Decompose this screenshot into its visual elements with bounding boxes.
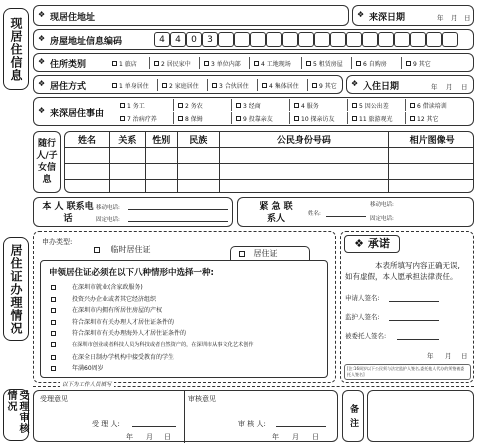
checkbox-icon [178,103,183,108]
checkbox-icon [51,355,56,360]
emergency-name-input[interactable] [326,216,366,217]
emergency-fixed-label: 固定电话: [370,216,394,222]
checkbox-icon [239,251,245,257]
checkbox-icon [51,331,56,336]
proxy-sign-label: 被委托人签名: [345,332,387,340]
reason-option[interactable]: 10 探亲访友 [290,112,348,124]
code-cell[interactable] [346,32,362,47]
residence-type-options [108,57,442,69]
review-opinion-label: 审核意见 [188,395,216,403]
move-in-date-field[interactable] [346,75,474,94]
apply-type-label: 申办类型: [42,238,73,246]
address-code-cells [154,32,458,47]
table-row[interactable] [65,164,475,180]
diamond-icon: ❖ [357,10,365,19]
residence-type-label: 住所类别 [50,60,87,70]
col-header-name: 姓名 [65,132,110,148]
checkbox-icon [352,103,357,108]
diamond-icon: ❖ [351,79,359,88]
residence-type-option[interactable]: 5 租赁房屋 [302,57,352,69]
condition-item[interactable]: 符合深圳市有关办理人才居住证条件的 [51,317,254,329]
reason-field [33,97,474,126]
day-text: 日 [464,14,471,22]
reason-options-row-1 [116,99,462,111]
emergency-label: 紧 急 联系人 [259,202,293,224]
code-cell[interactable] [426,32,442,47]
checkbox-icon [51,342,56,347]
checkbox-icon [254,61,259,66]
contact-label: 本 人 联系电话 [42,202,94,224]
arrival-date-label: 来深日期 [369,13,406,23]
reason-option[interactable]: 2 务农 [174,99,232,111]
section-label-review [3,389,29,441]
code-cell[interactable]: 0 [186,32,202,47]
pledge-note: [注:16周岁以下公民须与法定监护人签名,委托他人代办的须签被委托人签名] [344,364,471,380]
checkbox-icon [236,116,241,121]
checkbox-icon [120,103,125,108]
residence-type-option[interactable]: 6 自购房 [352,57,402,69]
staff-header: 以下为工作人员填写 [62,382,112,388]
code-cell[interactable] [330,32,346,47]
year-text: 年 [427,352,434,360]
section-label-review-text: 受理审核情况 [5,390,28,434]
address-label: 现居住地址 [50,13,96,23]
checkbox-icon [112,83,117,88]
year-text: 年 [126,433,133,441]
proxy-sign-input[interactable] [397,339,439,340]
checkbox-icon [94,247,100,253]
code-cell[interactable] [394,32,410,47]
code-cell[interactable] [442,32,458,47]
pledge-text-line-1: 本表所填写内容正确无误, [375,261,460,270]
month-text: 月 [445,352,452,360]
checkbox-icon [51,285,56,290]
reason-option[interactable]: 12 其它 [406,112,462,124]
companion-label-box [33,131,61,193]
col-header-ethnicity: 民族 [177,132,219,148]
acceptor-label: 受 理 人: [92,420,120,428]
diamond-icon: ❖ [38,57,46,66]
checkbox-icon [306,61,311,66]
col-header-relation: 关系 [109,132,145,148]
move-in-date-label: 入住日期 [363,82,400,92]
checkbox-icon [410,116,415,121]
col-header-gender: 性别 [145,132,177,148]
conditions-list [51,282,254,375]
reviewer-input[interactable] [276,426,326,427]
living-mode-option[interactable]: 4 集体居住 [258,79,308,91]
code-cell[interactable]: 3 [202,32,218,47]
checkbox-icon [236,103,241,108]
checkbox-icon [112,61,117,66]
day-text: 日 [164,433,171,441]
year-text: 年 [272,433,279,441]
reason-option[interactable]: 5 因公出差 [348,99,406,111]
tab-temporary-permit[interactable] [88,244,176,258]
code-cell[interactable] [378,32,394,47]
residence-type-option[interactable]: 4 工地现场 [250,57,302,69]
checkbox-icon [262,83,267,88]
table-row[interactable] [65,180,475,194]
checkbox-icon [178,116,183,121]
diamond-icon: ❖ [38,106,46,115]
permit-panel [33,231,336,383]
diamond-icon: ❖ [354,237,365,250]
living-mode-option[interactable]: 1 单身居住 [108,79,158,91]
condition-item[interactable]: 在深圳市就业(含家政服务) [51,282,254,294]
guardian-sign-label: 监护人签名: [345,313,380,321]
reason-option[interactable]: 6 借读培训 [406,99,462,111]
section-label-residence-text: 现居住信息 [9,16,23,82]
checkbox-icon [51,297,56,302]
section-label-residence [3,8,29,90]
checkbox-icon [120,116,125,121]
companion-label: 随行人/子女信息 [36,139,58,185]
code-cell[interactable] [362,32,378,47]
living-mode-option[interactable]: 9 其它 [308,79,342,91]
code-cell[interactable] [234,32,250,47]
checkbox-icon [356,61,361,66]
emergency-contact-box [237,197,474,227]
emergency-name-label: 姓名: [308,211,321,217]
section-label-permit [3,237,29,341]
condition-item[interactable]: 在深圳市内拥有所居住房屋的产权 [51,305,254,317]
condition-item[interactable]: 符合深圳市有关办理海外人才居住证条件的 [51,328,254,340]
checkbox-icon [162,83,167,88]
code-cell[interactable]: 4 [170,32,186,47]
residence-type-option[interactable]: 3 单位内部 [200,57,250,69]
living-mode-option[interactable]: 2 家庭居住 [158,79,208,91]
reason-options-row-2 [116,112,462,124]
checkbox-icon [312,83,317,88]
col-header-photo-number: 相片图像号 [389,132,474,148]
checkbox-icon [294,103,299,108]
code-cell[interactable] [298,32,314,47]
diamond-icon: ❖ [38,79,46,88]
companion-grid [64,131,474,193]
month-text: 月 [146,433,153,441]
living-mode-label: 居住方式 [50,82,87,92]
reason-option[interactable]: 3 经商 [232,99,290,111]
residence-type-option[interactable]: 1 旅店 [108,57,150,69]
checkbox-icon [51,366,56,371]
code-cell[interactable] [410,32,426,47]
reason-option[interactable]: 9 投靠亲友 [232,112,290,124]
remarks-label: 备 注 [348,403,358,429]
pledge-title-box [344,235,400,253]
tab-resident-permit[interactable] [230,246,310,260]
arrival-date-field[interactable] [352,5,474,26]
reason-label: 来深居住事由 [50,109,105,119]
reason-option[interactable]: 7 治病疗养 [116,112,174,124]
review-panel [33,390,338,442]
residence-type-option[interactable]: 2 居民家中 [150,57,200,69]
living-mode-options [108,79,342,91]
address-code-label: 房屋地址信息编码 [50,37,123,47]
checkbox-icon [51,308,56,313]
tab-resident-label: 居住证 [253,249,278,258]
pledge-title: 承诺 [367,237,390,250]
condition-item[interactable]: 在深全日制办学机构中接受教育的学生 [51,352,254,364]
reason-option[interactable]: 8 保姆 [174,112,232,124]
residence-type-field [33,53,474,72]
diamond-icon: ❖ [38,10,46,19]
conditions-box [40,260,328,378]
month-text: 月 [446,83,453,91]
year-text: 年 [437,14,444,22]
year-text: 年 [431,83,438,91]
guardian-sign-input[interactable] [389,320,439,321]
code-cell[interactable] [250,32,266,47]
acceptor-input[interactable] [132,426,176,427]
reviewer-label: 审 核 人: [238,420,266,428]
living-mode-field [33,75,343,94]
self-contact-box [33,197,233,227]
checkbox-icon [352,116,357,121]
section-label-permit-text: 居住证办理情况 [9,243,23,335]
pledge-panel [340,231,474,383]
reason-option[interactable]: 1 务工 [116,99,174,111]
code-cell[interactable] [266,32,282,47]
condition-item[interactable]: 投资兴办企业或者其它经济组织 [51,294,254,306]
code-cell[interactable] [218,32,234,47]
checkbox-icon [212,83,217,88]
address-code-field [33,29,474,50]
condition-item[interactable]: 年满60周岁 [51,363,254,375]
accept-opinion-label: 受理意见 [40,395,68,403]
col-header-id-number: 公民身份号码 [219,132,389,148]
review-divider [184,391,185,443]
reason-option[interactable]: 11 旅游观光 [348,112,406,124]
table-row[interactable] [65,148,475,164]
tab-temporary-label: 临时居住证 [110,245,151,254]
remarks-box[interactable] [367,390,474,442]
applicant-sign-label: 申请人签名: [345,294,380,302]
mobile-input[interactable] [128,209,228,210]
remarks-label-box [342,390,364,442]
fixed-phone-input[interactable] [128,221,228,222]
checkbox-icon [154,61,159,66]
checkbox-icon [406,61,411,66]
checkbox-icon [294,116,299,121]
pledge-text-line-2: 如有虚假，本人愿承担法律责任。 [345,272,458,281]
emergency-mobile-label: 移动电话: [370,202,394,208]
living-mode-option[interactable]: 3 合伙居住 [208,79,258,91]
code-cell[interactable] [314,32,330,47]
month-text: 月 [292,433,299,441]
day-text: 日 [461,352,468,360]
diamond-icon: ❖ [38,34,46,43]
month-text: 月 [451,14,458,22]
checkbox-icon [51,320,56,325]
condition-item[interactable]: 在深圳市创业或者科技人员为科技或者自然资产的，在深圳市从事文化艺术创作 [51,340,254,352]
code-cell[interactable] [282,32,298,47]
day-text: 日 [461,83,468,91]
address-field[interactable] [33,5,349,26]
checkbox-icon [410,103,415,108]
checkbox-icon [204,61,209,66]
applicant-sign-input[interactable] [389,301,439,302]
conditions-title: 申领居住证必须在以下八种情形中选择一种: [49,268,214,278]
companion-table [64,131,474,193]
residence-type-option[interactable]: 9 其它 [402,57,442,69]
mobile-label: 移动电话: [96,205,120,211]
fixed-phone-label: 固定电话: [96,217,120,223]
day-text: 日 [312,433,319,441]
code-cell[interactable]: 4 [154,32,170,47]
reason-option[interactable]: 4 服务 [290,99,348,111]
